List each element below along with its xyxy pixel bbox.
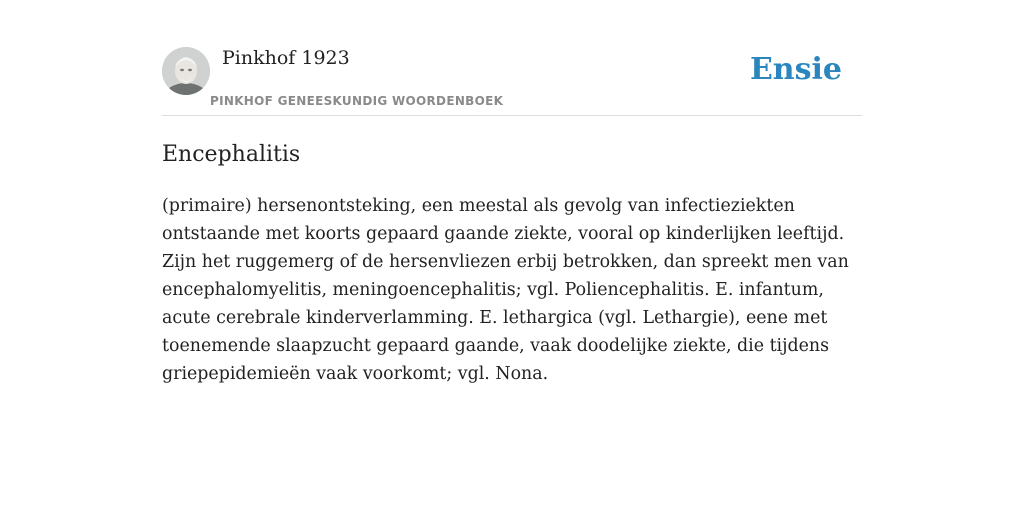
portrait-image	[162, 47, 210, 95]
dictionary-name[interactable]: PINKHOF GENEESKUNDIG WOORDENBOEK	[210, 94, 504, 108]
header-divider	[162, 115, 862, 116]
ensie-logo[interactable]: Ensie	[749, 52, 842, 87]
author-avatar[interactable]	[162, 47, 210, 95]
header	[162, 46, 862, 116]
entry-title: Encephalitis	[162, 142, 301, 167]
entry-definition: (primaire) hersenontsteking, een meestal als gevolg van infectieziekten ontstaande met koorts gepaard gaande ziekte, vooral op kinderlijken leeftijd. Zijn het ruggemerg of de hersenvliezen erbij betrokken, dan spreekt men van encephalomyelitis, meningoencephalitis; vgl. Poliencephalitis. E. infantum, acute cerebrale kinderverlamming. E. lethargica (vgl. Lethargie), eene met toenemende slaapzucht gepaard gaande, vaak doodelijke ziekte, die tijdens griepepidemieën vaak voorkomt; vgl. Nona.	[162, 196, 849, 384]
author-name[interactable]: Pinkhof 1923	[222, 47, 350, 69]
